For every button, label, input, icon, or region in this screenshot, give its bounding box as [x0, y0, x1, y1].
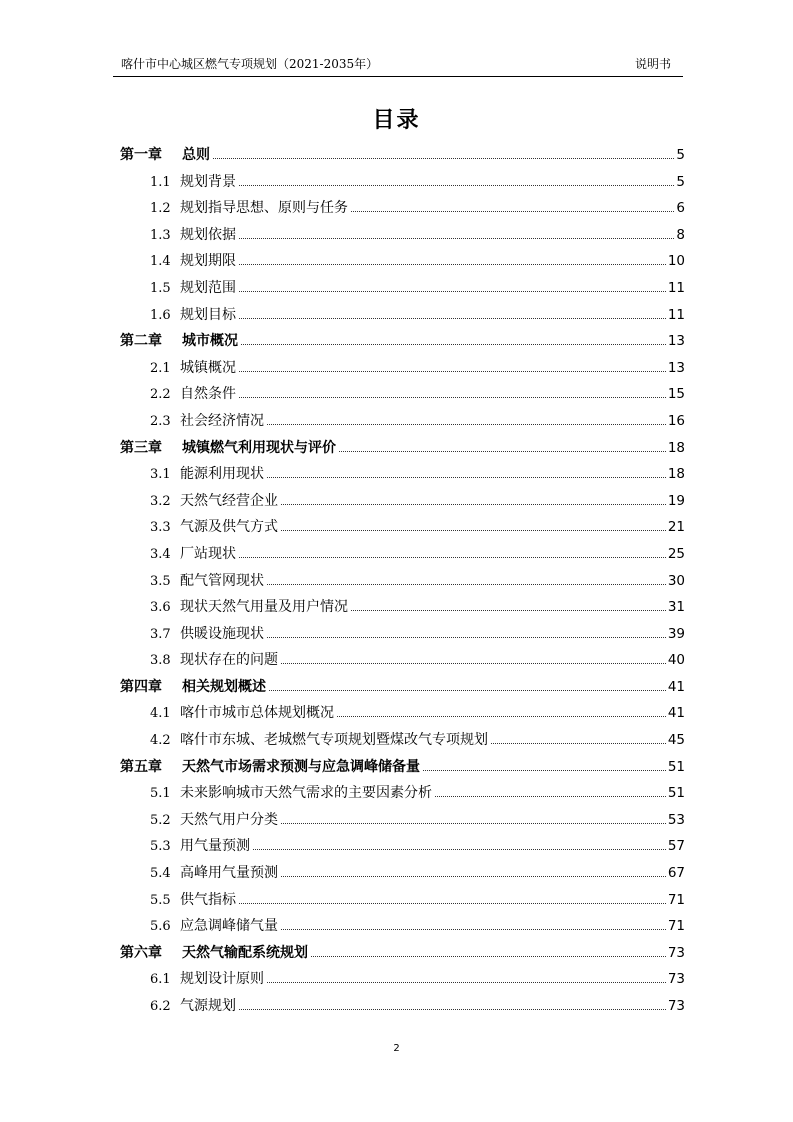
toc-entry-page: 53 — [667, 811, 685, 828]
toc-entry-label: 规划依据 — [180, 226, 236, 243]
page-number: 2 — [393, 1043, 400, 1054]
toc-entry-page: 13 — [667, 359, 685, 376]
toc-entry-label: 配气管网现状 — [180, 572, 264, 589]
toc-entry-page: 5 — [676, 147, 685, 163]
toc-entry-number: 3.4 — [150, 546, 171, 562]
toc-entry-number: 第五章 — [120, 758, 162, 775]
toc-leader-dots — [267, 982, 666, 983]
toc-leader-dots — [239, 264, 666, 265]
toc-section-entry[interactable] — [120, 913, 685, 940]
document-title: 喀什市中心城区燃气专项规划（2021-2035年） — [121, 57, 379, 71]
toc-entry-page: 13 — [667, 333, 685, 350]
toc-entry-label: 规划指导思想、原则与任务 — [180, 200, 348, 217]
toc-entry-label: 喀什市城市总体规划概况 — [180, 705, 334, 722]
toc-chapter-entry[interactable] — [120, 754, 685, 781]
toc-leader-dots — [491, 743, 666, 744]
toc-section-entry[interactable] — [120, 568, 685, 595]
toc-title: 目录 — [372, 108, 421, 133]
toc-leader-dots — [339, 451, 666, 452]
toc-leader-dots — [281, 504, 666, 505]
toc-leader-dots — [239, 318, 666, 319]
toc-entry-page: 73 — [667, 998, 685, 1014]
toc-section-entry[interactable] — [120, 195, 685, 222]
toc-entry-label: 社会经济情况 — [180, 412, 264, 429]
toc-entry-number: 3.8 — [150, 653, 171, 669]
toc-entry-label: 相关规划概述 — [182, 678, 266, 695]
toc-section-entry[interactable] — [120, 222, 685, 249]
toc-entry-label: 规划背景 — [180, 173, 236, 190]
toc-leader-dots — [435, 796, 666, 797]
toc-leader-dots — [351, 211, 674, 212]
toc-entry-page: 25 — [667, 545, 685, 562]
toc-entry-number: 2.2 — [150, 387, 171, 403]
toc-leader-dots — [281, 663, 666, 664]
toc-leader-dots — [213, 158, 674, 159]
toc-entry-page: 10 — [667, 253, 685, 270]
toc-entry-number: 3.7 — [150, 626, 171, 642]
toc-entry-number: 1.4 — [150, 254, 171, 270]
document-type: 说明书 — [634, 57, 671, 71]
toc-entry-number: 1.6 — [150, 307, 171, 323]
toc-leader-dots — [253, 849, 666, 850]
toc-section-entry[interactable] — [120, 621, 685, 648]
toc-entry-page: 71 — [667, 918, 685, 935]
toc-chapter-entry[interactable] — [120, 674, 685, 701]
toc-entry-label: 供气指标 — [180, 891, 236, 908]
toc-entry-label: 应急调峰储气量 — [180, 918, 278, 935]
table-of-contents — [120, 142, 685, 1020]
toc-entry-number: 5.5 — [150, 892, 171, 908]
toc-section-entry[interactable] — [120, 780, 685, 807]
toc-section-entry[interactable] — [120, 966, 685, 993]
toc-entry-label: 规划期限 — [180, 253, 236, 270]
toc-leader-dots — [281, 929, 666, 930]
toc-section-entry[interactable] — [120, 727, 685, 754]
toc-entry-label: 天然气市场需求预测与应急调峰储备量 — [182, 758, 420, 775]
toc-entry-page: 67 — [667, 865, 685, 882]
toc-entry-number: 2.1 — [150, 360, 171, 376]
toc-entry-number: 3.6 — [150, 600, 171, 616]
toc-entry-label: 规划范围 — [180, 279, 236, 296]
toc-chapter-entry[interactable] — [120, 328, 685, 355]
toc-entry-page: 71 — [667, 891, 685, 908]
toc-leader-dots — [239, 1009, 666, 1010]
toc-entry-label: 现状存在的问题 — [180, 652, 278, 669]
toc-entry-page: 45 — [667, 732, 685, 749]
toc-section-entry[interactable] — [120, 381, 685, 408]
toc-leader-dots — [269, 690, 666, 691]
toc-leader-dots — [239, 291, 666, 292]
toc-leader-dots — [267, 637, 666, 638]
toc-entry-number: 第一章 — [120, 147, 162, 163]
toc-entry-label: 城镇燃气利用现状与评价 — [182, 439, 336, 456]
toc-leader-dots — [241, 344, 666, 345]
toc-section-entry[interactable] — [120, 514, 685, 541]
toc-entry-page: 11 — [667, 306, 685, 323]
toc-leader-dots — [267, 424, 666, 425]
toc-leader-dots — [423, 770, 666, 771]
toc-entry-number: 3.2 — [150, 493, 171, 509]
toc-leader-dots — [239, 397, 666, 398]
toc-section-entry[interactable] — [120, 461, 685, 488]
toc-entry-label: 高峰用气量预测 — [180, 865, 278, 882]
page-header — [113, 56, 683, 77]
toc-entry-page: 73 — [667, 944, 685, 961]
toc-entry-page: 19 — [667, 492, 685, 509]
toc-entry-page: 6 — [676, 200, 685, 217]
toc-entry-number: 1.1 — [150, 174, 171, 190]
toc-section-entry[interactable] — [120, 833, 685, 860]
toc-entry-page: 18 — [667, 466, 685, 483]
toc-section-entry[interactable] — [120, 594, 685, 621]
toc-entry-number: 4.1 — [150, 706, 171, 722]
toc-entry-number: 5.2 — [150, 812, 171, 828]
toc-leader-dots — [267, 584, 666, 585]
toc-leader-dots — [239, 557, 666, 558]
toc-section-entry[interactable] — [120, 993, 685, 1020]
toc-entry-number: 5.4 — [150, 866, 171, 882]
toc-leader-dots — [311, 956, 666, 957]
toc-entry-label: 规划目标 — [180, 306, 236, 323]
toc-chapter-entry[interactable] — [120, 940, 685, 967]
toc-entry-page: 31 — [667, 599, 685, 616]
toc-entry-page: 8 — [676, 226, 685, 243]
toc-entry-number: 第六章 — [120, 944, 162, 961]
toc-section-entry[interactable] — [120, 700, 685, 727]
toc-entry-label: 自然条件 — [180, 386, 236, 403]
toc-entry-number: 5.3 — [150, 839, 171, 855]
toc-entry-label: 天然气输配系统规划 — [182, 944, 308, 961]
toc-section-entry[interactable] — [120, 541, 685, 568]
toc-entry-number: 第三章 — [120, 439, 162, 456]
toc-entry-number: 3.3 — [150, 520, 171, 536]
toc-entry-page: 11 — [667, 279, 685, 296]
toc-entry-number: 6.2 — [150, 999, 171, 1014]
toc-entry-page: 16 — [667, 412, 685, 429]
toc-section-entry[interactable] — [120, 860, 685, 887]
toc-entry-label: 城镇概况 — [180, 359, 236, 376]
toc-section-entry[interactable] — [120, 169, 685, 196]
toc-entry-label: 气源及供气方式 — [180, 519, 278, 536]
toc-leader-dots — [239, 903, 666, 904]
toc-entry-page: 15 — [667, 386, 685, 403]
toc-entry-number: 6.1 — [150, 972, 171, 988]
toc-entry-page: 41 — [667, 705, 685, 722]
toc-entry-page: 30 — [667, 572, 685, 589]
toc-entry-page: 40 — [667, 652, 685, 669]
toc-leader-dots — [239, 185, 674, 186]
toc-entry-page: 57 — [667, 838, 685, 855]
toc-leader-dots — [351, 610, 666, 611]
toc-section-entry[interactable] — [120, 355, 685, 382]
toc-leader-dots — [281, 876, 666, 877]
toc-entry-label: 天然气用户分类 — [180, 811, 278, 828]
toc-leader-dots — [267, 477, 666, 478]
toc-section-entry[interactable] — [120, 807, 685, 834]
toc-leader-dots — [337, 716, 666, 717]
toc-entry-number: 5.1 — [150, 786, 171, 802]
toc-entry-number: 3.1 — [150, 467, 171, 483]
toc-entry-page: 41 — [667, 678, 685, 695]
toc-leader-dots — [281, 530, 666, 531]
toc-chapter-entry[interactable] — [120, 142, 685, 169]
toc-entry-page: 21 — [667, 519, 685, 536]
toc-entry-number: 5.6 — [150, 919, 171, 935]
toc-section-entry[interactable] — [120, 887, 685, 914]
toc-entry-label: 气源规划 — [180, 998, 236, 1014]
toc-entry-label: 总则 — [182, 147, 210, 163]
toc-entry-number: 1.5 — [150, 280, 171, 296]
toc-entry-label: 供暖设施现状 — [180, 625, 264, 642]
toc-entry-number: 第四章 — [120, 678, 162, 695]
toc-section-entry[interactable] — [120, 408, 685, 435]
toc-entry-page: 5 — [676, 173, 685, 190]
toc-entry-page: 18 — [667, 439, 685, 456]
toc-entry-label: 未来影响城市天然气需求的主要因素分析 — [180, 785, 432, 802]
toc-chapter-entry[interactable] — [120, 435, 685, 462]
toc-entry-label: 现状天然气用量及用户情况 — [180, 599, 348, 616]
toc-entry-number: 4.2 — [150, 733, 171, 749]
toc-section-entry[interactable] — [120, 488, 685, 515]
toc-entry-label: 厂站现状 — [180, 545, 236, 562]
toc-entry-number: 1.2 — [150, 201, 171, 217]
toc-section-entry[interactable] — [120, 302, 685, 329]
toc-entry-label: 用气量预测 — [180, 838, 250, 855]
toc-entry-label: 能源利用现状 — [180, 466, 264, 483]
toc-entry-number: 第二章 — [120, 333, 162, 350]
toc-entry-label: 规划设计原则 — [180, 971, 264, 988]
toc-entry-number: 2.3 — [150, 413, 171, 429]
toc-section-entry[interactable] — [120, 275, 685, 302]
toc-entry-page: 73 — [667, 971, 685, 988]
toc-section-entry[interactable] — [120, 647, 685, 674]
toc-leader-dots — [239, 371, 666, 372]
toc-leader-dots — [239, 238, 674, 239]
toc-entry-label: 天然气经营企业 — [180, 492, 278, 509]
toc-section-entry[interactable] — [120, 248, 685, 275]
toc-entry-number: 1.3 — [150, 227, 171, 243]
toc-entry-page: 39 — [667, 625, 685, 642]
toc-entry-page: 51 — [667, 758, 685, 775]
toc-entry-number: 3.5 — [150, 573, 171, 589]
toc-leader-dots — [281, 823, 666, 824]
toc-entry-page: 51 — [667, 785, 685, 802]
toc-entry-label: 城市概况 — [182, 333, 238, 350]
toc-entry-label: 喀什市东城、老城燃气专项规划暨煤改气专项规划 — [180, 732, 488, 749]
